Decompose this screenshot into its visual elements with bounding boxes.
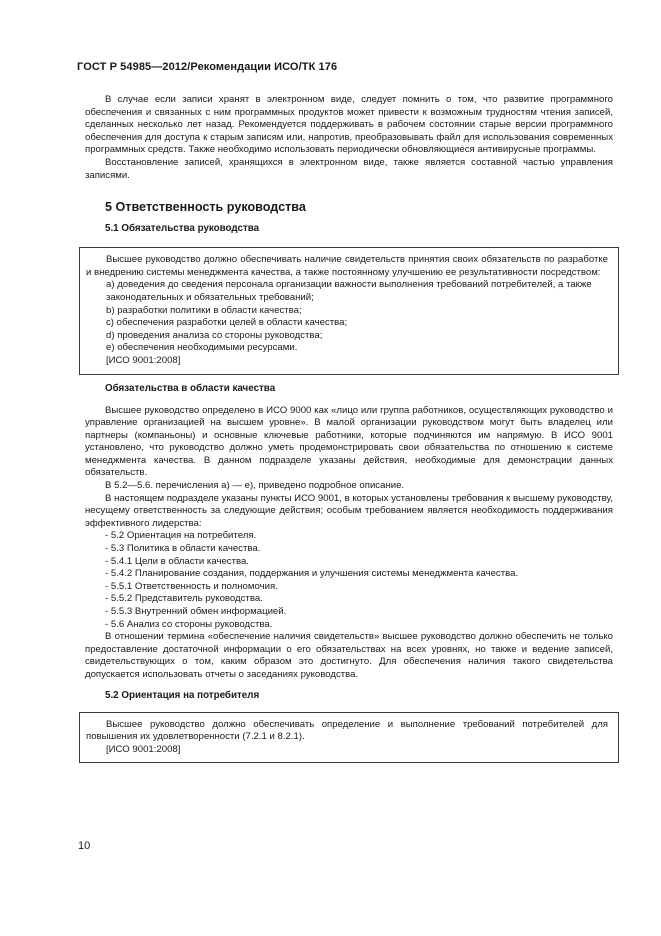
clause-list: [85, 530, 613, 631]
body-paragraph: В настоящем подразделе указаны пункты ИСО 9001, в которых установлены требования к высшему руководству, несущему ответственность за следующие действия; особым требованием является необходимость поддерживания эффективного лидерства:: [85, 492, 613, 529]
quote-reference: [ИСО 9001:2008]: [106, 743, 181, 755]
subsection-5-2-title: 5.2 Ориентация на потребителя: [105, 689, 260, 701]
list-item: - 5.5.3 Внутренний обмен информацией.: [105, 606, 287, 617]
list-item: - 5.5.1 Ответственность и полномочия.: [105, 580, 278, 592]
commitment-heading: Обязательства в области качества: [105, 382, 276, 394]
list-item: - 5.4.2 Планирование создания, поддержания и улучшения системы менеджмента качества.: [105, 568, 519, 580]
body-paragraph: Высшее руководство определено в ИСО 9000 как «лицо или группа работников, осуществляющих руководство и управление организацией на высшем уровне». В малой организации руководством могут быть владелец или партнеры (компаньоны) и основные ключевые работники, которые подчиняются им напрямую. В ИСО 9001 установлено, что руководство должно уметь продемонстрировать свои обязательства по отношению к системе менеджмента качества. В данном подразделе указаны действия, необходимые для демонстрации данных обязательств.: [85, 404, 613, 479]
list-item: - 5.6 Анализ со стороны руководства.: [105, 618, 273, 630]
document-header: ГОСТ Р 54985—2012/Рекомендации ИСО/ТК 176: [77, 61, 338, 73]
body-paragraph: В отношении термина «обеспечение наличия свидетельств» высшее руководство должно обеспечить не только предоставление достаточной информации о его обязательствах на всех уровнях, но также и ведение записей, свидетельствующих о том, каким образом это достигнуто. Для обеспечения наличия такого свидетельства допускается использовать отчеты о заседаниях руководства.: [85, 631, 613, 680]
quote-item: a) доведения до сведения персонала организации важности выполнения требований потребителей, а также законодательных и обязательных требований;: [106, 279, 592, 303]
page-number: 10: [78, 840, 91, 852]
quote-text: Высшее руководство должно обеспечивать определение и выполнение требований потребителей для повышения их удовлетворенности (7.2.1 и 8.2.1).: [86, 718, 608, 743]
list-item: - 5.2 Ориентация на потребителя.: [105, 530, 257, 542]
section-5-title: 5 Ответственность руководства: [105, 200, 306, 215]
quote-item: b) разработки политики в области качества;: [106, 304, 302, 316]
list-item: - 5.3 Политика в области качества.: [105, 543, 261, 555]
quote-item: d) проведения анализа со стороны руководства;: [106, 329, 323, 341]
quote-reference: [ИСО 9001:2008]: [106, 354, 181, 366]
subsection-5-1-title: 5.1 Обязательства руководства: [105, 223, 260, 235]
list-item: - 5.5.2 Представитель руководства.: [105, 593, 263, 605]
list-item: - 5.4.1 Цели в области качества.: [105, 555, 249, 567]
quote-item: e) обеспечения необходимыми ресурсами.: [106, 342, 298, 354]
intro-paragraph: В случае если записи хранят в электронном виде, следует помнить о том, что развитие программного обеспечения и связанных с ним программных продуктов может привести к возможным трудностям чтения записей, сделанных несколько лет назад. Рекомендуется поддерживать в рабочем состоянии старые версии программного обеспечения для доступа к старым записям или, напротив, преобразовывать файл для использования современных программных средств. Также необходимо использовать периодически обновляющиеся антивирусные программы.: [85, 94, 613, 156]
page-content: [85, 94, 613, 763]
quote-lead: Высшее руководство должно обеспечивать наличие свидетельств принятия своих обязательств по разработке и внедрению системы менеджмента качества, а также постоянному улучшению ее результативности посредством:: [86, 254, 608, 278]
iso-quote-box-5-2: [79, 712, 619, 764]
body-paragraph: В 5.2—5.6. перечисления а) — е), приведено подробное описание.: [105, 480, 405, 492]
intro-paragraph: Восстановление записей, хранящихся в электронном виде, также является составной частью управления записями.: [85, 156, 613, 181]
quote-item: c) обеспечения разработки целей в области качества;: [106, 317, 348, 329]
iso-quote-box-5-1: [79, 247, 619, 374]
